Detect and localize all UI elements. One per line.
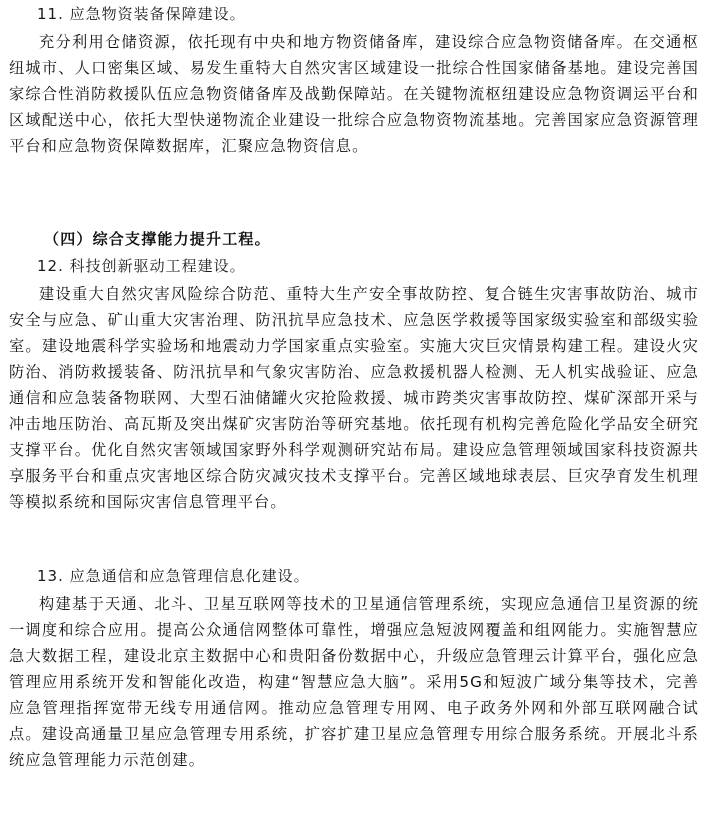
section-11-body: 充分利用仓储资源，依托现有中央和地方物资储备库，建设综合应急物资储备库。在交通枢纽城市、人口密集区域、易发生重特大自然灾害区域建设一批综合性国家储备基地。建设完善国家综合性消防救援队伍应急物资储备库及战勤保障站。在关键物流枢纽建设应急物资调运平台和区域配送中心，依托大型快递物流企业建设一批综合应急物资物流基地。完善国家应急资源管理平台和应急物资保障数据库，汇聚应急物资信息。	[9, 33, 699, 155]
section-13-body: 构建基于天通、北斗、卫星互联网等技术的卫星通信管理系统，实现应急通信卫星资源的统一调度和综合应用。提高公众通信网整体可靠性，增强应急短波网覆盖和组网能力。实施智慧应急大数据工程，建设北京主数据中心和贵阳备份数据中心，升级应急管理云计算平台，强化应急管理应用系统开发和智能化改造，构建“智慧应急大脑”。采用5G和短波广域分集等技术，完善应急管理指挥宽带无线专用通信网。推动应急管理专用网、电子政务外网和外部互联网融合试点。建设高通量卫星应急管理专用系统，扩容扩建卫星应急管理专用综合服务系统。开展北斗系统应急管理能力示范创建。	[9, 595, 699, 769]
section-13-heading: 13. 应急通信和应急管理信息化建设。	[37, 567, 310, 585]
section-12-heading: 12. 科技创新驱动工程建设。	[37, 257, 246, 275]
part-4-title: （四）综合支撑能力提升工程。	[44, 230, 271, 248]
section-12-body: 建设重大自然灾害风险综合防范、重特大生产安全事故防控、复合链生灾害事故防治、城市安全与应急、矿山重大灾害治理、防汛抗旱应急技术、应急医学救援等国家级实验室和部级实验室。建设地震科学实验场和地震动力学国家重点实验室。实施大灾巨灾情景构建工程。建设火灾防治、消防救援装备、防汛抗旱和气象灾害防治、应急救援机器人检测、无人机实战验证、应急通信和应急装备物联网、大型石油储罐火灾抢险救援、城市跨类灾害事故防控、煤矿深部开采与冲击地压防治、高瓦斯及突出煤矿灾害防治等研究基地。依托现有机构完善危险化学品安全研究支撑平台。优化自然灾害领域国家野外科学观测研究站布局。建设应急管理领域国家科技资源共享服务平台和重点灾害地区综合防灾减灾技术支撑平台。完善区域地球表层、巨灾孕育发生机理等模拟系统和国际灾害信息管理平台。	[9, 285, 699, 511]
section-11-heading: 11. 应急物资装备保障建设。	[37, 5, 246, 23]
